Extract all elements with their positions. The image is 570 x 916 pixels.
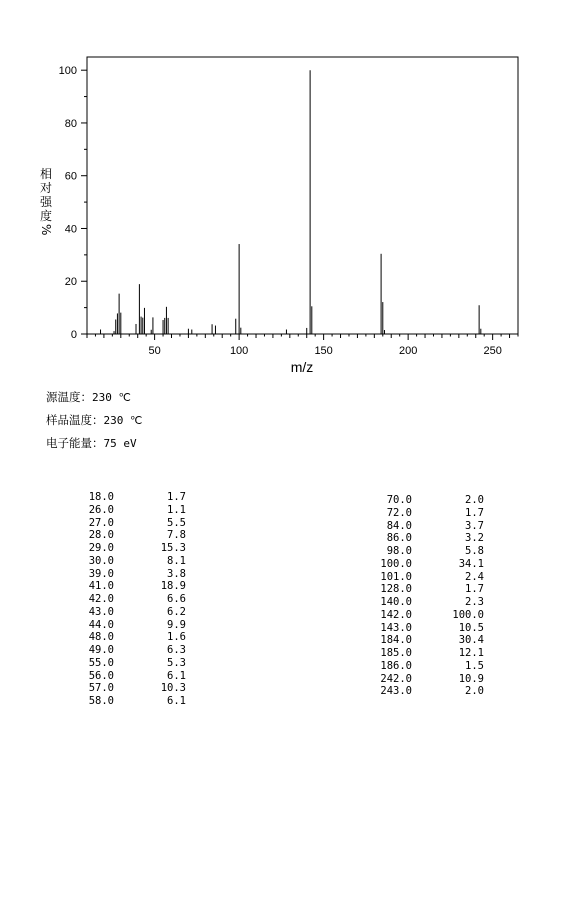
mz-cell: 72.0 bbox=[386, 506, 412, 519]
y-label-char: 度 bbox=[40, 209, 53, 223]
mz-cell: 185.0 bbox=[380, 647, 412, 659]
intensity-cell: 30.4 bbox=[458, 634, 484, 647]
table-row bbox=[86, 631, 186, 644]
table-row bbox=[378, 520, 484, 533]
mz-cell: 243.0 bbox=[380, 685, 412, 698]
sample-temp-label: 样品温度： bbox=[46, 413, 104, 427]
mz-cell: 27.0 bbox=[88, 516, 114, 529]
x-tick-label: 100 bbox=[229, 345, 249, 357]
mz-cell: 101.0 bbox=[380, 570, 412, 583]
y-label-char: 强 bbox=[40, 195, 53, 209]
mz-cell: 128.0 bbox=[380, 583, 412, 596]
table-row bbox=[378, 545, 484, 558]
intensity-cell: 3.2 bbox=[465, 532, 484, 545]
table-row bbox=[378, 647, 484, 660]
intensity-cell: 10.9 bbox=[458, 672, 484, 685]
y-tick-label: 100 bbox=[58, 65, 77, 78]
intensity-cell: 3.7 bbox=[465, 519, 484, 532]
mz-cell: 186.0 bbox=[380, 659, 412, 672]
intensity-cell: 100.0 bbox=[452, 608, 484, 621]
source-temp-label: 源温度： bbox=[46, 390, 92, 404]
peak-table-right bbox=[378, 494, 484, 698]
spectrum-peaks bbox=[101, 70, 481, 334]
table-row bbox=[86, 568, 186, 581]
mz-cell: 86.0 bbox=[386, 532, 412, 545]
intensity-cell: 1.5 bbox=[465, 659, 484, 672]
intensity-cell: 5.5 bbox=[167, 516, 186, 529]
table-row bbox=[378, 660, 484, 673]
table-row bbox=[378, 558, 484, 571]
table-row bbox=[86, 670, 186, 683]
x-tick-label: 50 bbox=[148, 345, 161, 357]
table-row bbox=[86, 580, 186, 593]
intensity-cell: 2.0 bbox=[465, 685, 484, 698]
intensity-cell: 2.0 bbox=[465, 494, 484, 506]
table-row bbox=[86, 682, 186, 695]
plot-frame bbox=[87, 57, 518, 334]
intensity-cell: 18.9 bbox=[160, 580, 186, 593]
table-row bbox=[86, 517, 186, 530]
y-label-char: % bbox=[39, 224, 53, 236]
intensity-cell: 2.4 bbox=[465, 570, 484, 583]
mz-cell: 142.0 bbox=[380, 608, 412, 621]
intensity-cell: 5.8 bbox=[465, 545, 484, 557]
mz-cell: 84.0 bbox=[386, 519, 412, 532]
mz-cell: 143.0 bbox=[380, 621, 412, 634]
intensity-cell: 10.3 bbox=[160, 682, 186, 695]
mz-cell: 41.0 bbox=[88, 580, 114, 593]
sample-temp-value: 230 ℃ bbox=[103, 414, 143, 427]
x-axis-ticks bbox=[87, 334, 518, 357]
intensity-cell: 15.3 bbox=[160, 542, 186, 554]
electron-energy-value: 75 eV bbox=[103, 437, 137, 450]
intensity-cell: 5.3 bbox=[167, 656, 186, 669]
y-axis-label bbox=[39, 166, 53, 235]
table-row bbox=[86, 555, 186, 568]
x-tick-label: 150 bbox=[314, 345, 333, 357]
mz-cell: 98.0 bbox=[386, 545, 412, 557]
table-row bbox=[378, 596, 484, 609]
intensity-cell: 6.3 bbox=[167, 644, 186, 656]
table-row bbox=[378, 571, 484, 584]
table-row bbox=[378, 532, 484, 545]
mz-cell: 29.0 bbox=[88, 542, 114, 554]
mz-cell: 44.0 bbox=[88, 618, 114, 631]
table-row bbox=[378, 583, 484, 596]
source-temperature bbox=[46, 389, 131, 405]
mz-cell: 100.0 bbox=[380, 557, 412, 570]
table-row bbox=[86, 593, 186, 606]
intensity-cell: 6.2 bbox=[167, 605, 186, 618]
intensity-cell: 1.7 bbox=[465, 506, 484, 519]
mz-cell: 39.0 bbox=[88, 567, 114, 580]
table-row bbox=[378, 494, 484, 507]
x-tick-label: 250 bbox=[483, 345, 502, 357]
table-row bbox=[378, 673, 484, 686]
table-row bbox=[86, 606, 186, 619]
intensity-cell: 6.6 bbox=[167, 593, 186, 605]
intensity-cell: 3.8 bbox=[167, 567, 186, 580]
source-temp-value: 230 ℃ bbox=[92, 391, 131, 404]
table-row bbox=[86, 542, 186, 555]
mz-cell: 49.0 bbox=[88, 644, 114, 656]
table-row bbox=[378, 622, 484, 635]
y-axis-ticks bbox=[59, 65, 87, 341]
intensity-cell: 12.1 bbox=[458, 647, 484, 659]
x-axis-label: m/z bbox=[290, 359, 314, 375]
intensity-cell: 7.8 bbox=[167, 529, 186, 542]
y-tick-label: 20 bbox=[64, 276, 77, 289]
intensity-cell: 1.7 bbox=[167, 491, 186, 503]
table-row bbox=[86, 529, 186, 542]
y-tick-label: 40 bbox=[64, 223, 77, 236]
mz-cell: 70.0 bbox=[386, 494, 412, 506]
mz-cell: 55.0 bbox=[88, 656, 114, 669]
intensity-cell: 10.5 bbox=[458, 621, 484, 634]
intensity-cell: 34.1 bbox=[458, 557, 484, 570]
table-row bbox=[86, 491, 186, 504]
intensity-cell: 1.1 bbox=[167, 503, 186, 516]
peak-table-left bbox=[86, 491, 186, 708]
mz-cell: 18.0 bbox=[88, 491, 114, 503]
table-row bbox=[378, 507, 484, 520]
table-row bbox=[86, 657, 186, 670]
mz-cell: 57.0 bbox=[88, 682, 114, 695]
y-tick-label: 80 bbox=[64, 117, 77, 130]
mz-cell: 58.0 bbox=[88, 695, 114, 707]
table-row bbox=[378, 634, 484, 647]
electron-energy bbox=[46, 435, 137, 451]
mz-cell: 30.0 bbox=[88, 554, 114, 567]
table-row bbox=[86, 644, 186, 657]
intensity-cell: 2.3 bbox=[465, 596, 484, 608]
intensity-cell: 9.9 bbox=[167, 618, 186, 631]
electron-energy-label: 电子能量： bbox=[46, 436, 104, 450]
table-row bbox=[378, 685, 484, 698]
intensity-cell: 6.1 bbox=[167, 695, 186, 707]
sample-temperature bbox=[46, 412, 142, 428]
mz-cell: 42.0 bbox=[88, 593, 114, 605]
table-row bbox=[86, 695, 186, 708]
intensity-cell: 1.7 bbox=[465, 583, 484, 596]
intensity-cell: 8.1 bbox=[167, 554, 186, 567]
table-row bbox=[86, 504, 186, 517]
y-label-char: 对 bbox=[40, 181, 53, 195]
intensity-cell: 6.1 bbox=[167, 669, 186, 682]
mz-cell: 242.0 bbox=[380, 672, 412, 685]
table-row bbox=[378, 609, 484, 622]
mass-spectrum-chart bbox=[0, 0, 570, 380]
x-tick-label: 200 bbox=[398, 345, 418, 357]
mz-cell: 140.0 bbox=[380, 596, 412, 608]
mz-cell: 26.0 bbox=[88, 503, 114, 516]
mz-cell: 48.0 bbox=[88, 631, 114, 644]
y-tick-label: 0 bbox=[70, 329, 77, 341]
mz-cell: 184.0 bbox=[380, 634, 412, 647]
y-label-char: 相 bbox=[40, 167, 53, 181]
table-row bbox=[86, 619, 186, 632]
intensity-cell: 1.6 bbox=[167, 631, 186, 644]
mz-cell: 28.0 bbox=[88, 529, 114, 542]
mz-cell: 56.0 bbox=[88, 669, 114, 682]
y-tick-label: 60 bbox=[64, 170, 77, 183]
mz-cell: 43.0 bbox=[88, 605, 114, 618]
